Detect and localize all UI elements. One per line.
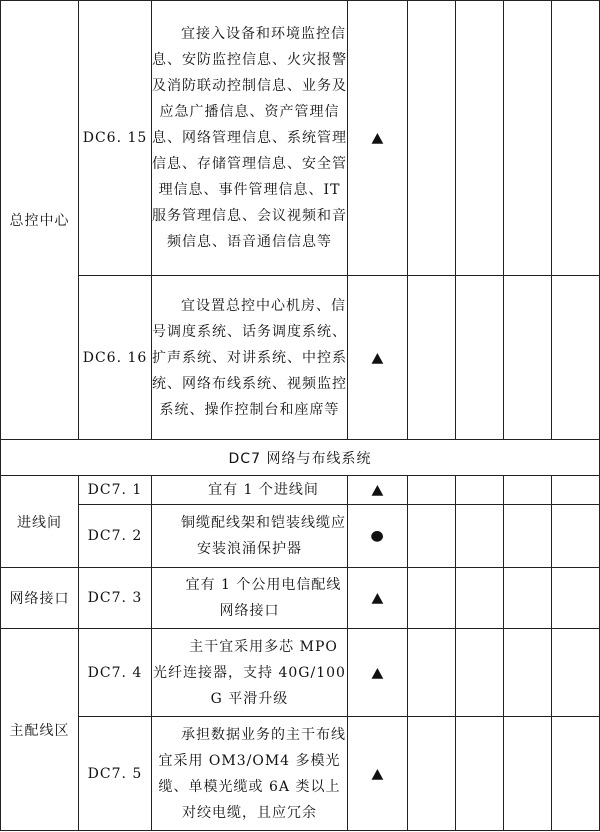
blank-cell xyxy=(456,568,504,629)
blank-cell xyxy=(552,568,600,629)
blank-cell xyxy=(456,629,504,717)
blank-cell xyxy=(552,629,600,717)
blank-cell xyxy=(552,505,600,568)
circle-mark-icon: ● xyxy=(370,528,385,544)
triangle-mark-icon: ▲ xyxy=(371,590,384,606)
requirement-cell xyxy=(152,629,348,717)
requirement-text: 承担数据业务的主干布线宜采用 OM3/OM4 多模光缆、单模光缆或 6A 类以上对绞电缆，且应冗余 xyxy=(158,726,346,821)
code-cell: DC7. 1 xyxy=(79,476,152,505)
requirement-cell xyxy=(152,476,348,505)
mark-cell xyxy=(348,276,408,440)
category-cell: 主配线区 xyxy=(1,629,79,831)
mark-cell xyxy=(348,1,408,276)
category-cell: 网络接口 xyxy=(1,568,79,629)
table-row xyxy=(1,505,600,568)
section-row xyxy=(1,440,600,476)
blank-cell xyxy=(504,1,552,276)
mark-cell xyxy=(348,717,408,831)
blank-cell xyxy=(552,276,600,440)
requirement-text: 宜设置总控中心机房、信号调度系统、话务调度系统、扩声系统、对讲系统、中控系统、网络布线系统、视频监控系统、操作控制台和座席等 xyxy=(152,297,347,418)
code-cell: DC7. 5 xyxy=(79,717,152,831)
table-row xyxy=(1,629,600,717)
mark-cell xyxy=(348,505,408,568)
blank-cell xyxy=(456,1,504,276)
code-cell: DC7. 4 xyxy=(79,629,152,717)
table-row xyxy=(1,1,600,276)
code-cell: DC6. 15 xyxy=(79,1,152,276)
blank-cell xyxy=(552,1,600,276)
triangle-mark-icon: ▲ xyxy=(371,765,384,782)
blank-cell xyxy=(408,1,456,276)
blank-cell xyxy=(456,505,504,568)
mark-cell xyxy=(348,568,408,629)
blank-cell xyxy=(456,476,504,505)
table-row xyxy=(1,476,600,505)
requirement-cell xyxy=(152,568,348,629)
blank-cell xyxy=(408,717,456,831)
triangle-mark-icon: ▲ xyxy=(371,664,384,681)
code-cell: DC7. 2 xyxy=(79,505,152,568)
requirement-cell xyxy=(152,505,348,568)
requirement-cell xyxy=(152,717,348,831)
table-row xyxy=(1,568,600,629)
blank-cell xyxy=(504,629,552,717)
blank-cell xyxy=(408,505,456,568)
requirement-text: 宜有 1 个进线间 xyxy=(208,482,319,498)
table-row xyxy=(1,717,600,831)
requirement-text: 宜接入设备和环境监控信息、安防监控信息、火灾报警及消防联动控制信息、业务及应急广播信息、资产管理信息、网络管理信息、系统管理信息、存储管理信息、安全管理信息、事件管理信息、IT 服务管理信息、会议视频和音频信息、语音通信信息等 xyxy=(152,26,347,250)
blank-cell xyxy=(408,276,456,440)
requirement-cell xyxy=(152,1,348,276)
blank-cell xyxy=(408,476,456,505)
requirement-text: 铜缆配线架和铠装线缆应安装浪涌保护器 xyxy=(181,515,346,557)
code-cell: DC6. 16 xyxy=(79,276,152,440)
triangle-mark-icon: ▲ xyxy=(371,130,384,146)
table-row xyxy=(1,276,600,440)
category-cell: 总控中心 xyxy=(1,1,79,440)
blank-cell xyxy=(504,505,552,568)
blank-cell xyxy=(408,629,456,717)
triangle-mark-icon: ▲ xyxy=(371,482,384,498)
code-cell: DC7. 3 xyxy=(79,568,152,629)
mark-cell xyxy=(348,629,408,717)
category-cell: 进线间 xyxy=(1,476,79,568)
section-title: DC7 网络与布线系统 xyxy=(1,440,600,476)
mark-cell xyxy=(348,476,408,505)
blank-cell xyxy=(456,276,504,440)
blank-cell xyxy=(504,276,552,440)
blank-cell xyxy=(552,717,600,831)
blank-cell xyxy=(504,476,552,505)
blank-cell xyxy=(552,476,600,505)
blank-cell xyxy=(504,568,552,629)
requirement-text: 主干宜采用多芯 MPO 光纤连接器，支持 40G/100G 平滑升级 xyxy=(153,638,346,707)
triangle-mark-icon: ▲ xyxy=(371,349,384,366)
blank-cell xyxy=(408,568,456,629)
blank-cell xyxy=(504,717,552,831)
blank-cell xyxy=(456,717,504,831)
requirement-text: 宜有 1 个公用电信配线网络接口 xyxy=(185,577,342,619)
requirement-cell xyxy=(152,276,348,440)
